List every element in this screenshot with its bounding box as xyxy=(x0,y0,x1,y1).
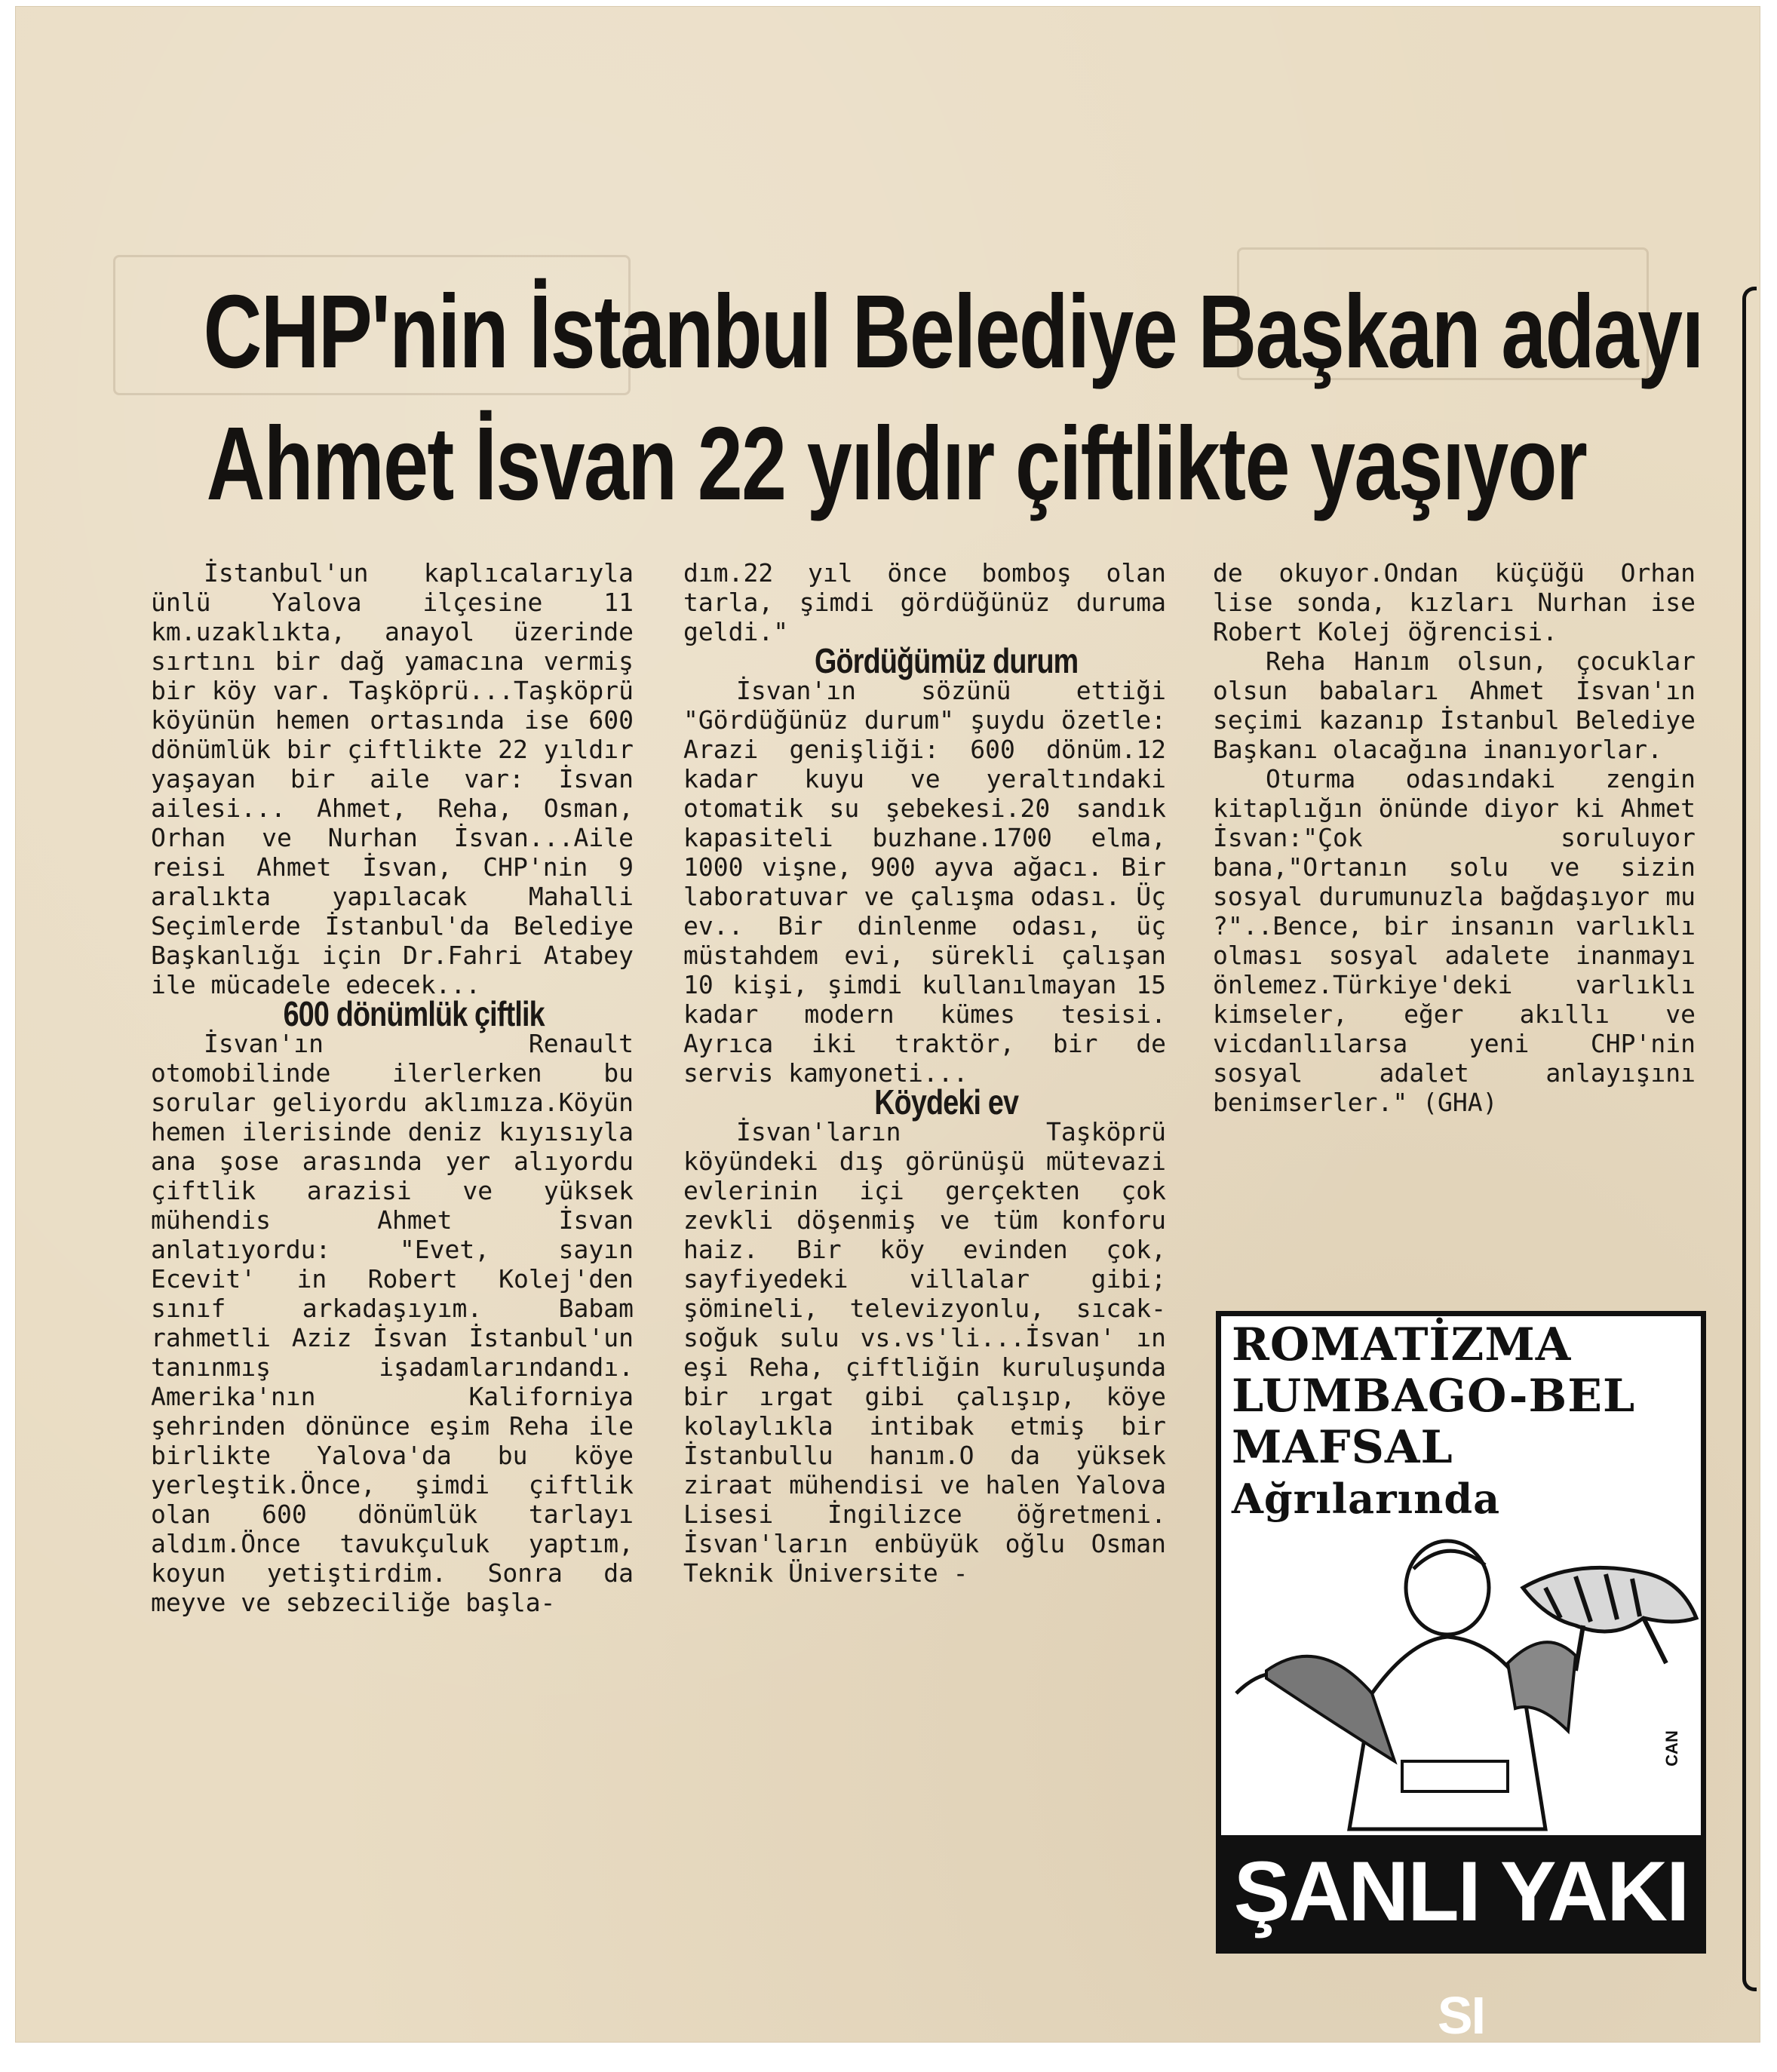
subheading: 600 dönümlük çiftlik xyxy=(283,994,545,1033)
adjacent-ad-border xyxy=(1742,287,1757,1991)
ad-line: LUMBAGO-BEL xyxy=(1232,1370,1636,1423)
paragraph: Reha Hanım olsun, çocuklar olsun babaları Ahmet İsvan'ın seçimi kazanıp İstanbul Belediye Başkanı olacağına inanıyorlar. xyxy=(1213,646,1696,764)
article-column-2 xyxy=(683,558,1166,1588)
ad-brand-name: ŞANLI YAKI xyxy=(1233,1844,1689,1938)
ad-brand-suffix: SI xyxy=(1437,1986,1485,2045)
paragraph: İstanbul'un kaplıcalarıyla ünlü Yalova ilçesine 11 km.uzaklıkta, anayol üzerinde sırtını bir dağ yamacına vermiş bir köy var. Taşköprü...Taşköprü köyünün hemen ortasında ise 600 dönümlük bir çiftlikte 22 yıldır yaşayan bir aile var: İsvan ailesi... Ahmet, Reha, Osman, Orhan ve Nurhan İsvan...Aile reisi Ahmet İsvan, CHP'nin 9 aralıkta yapılacak Mahalli Seçimlerde İstanbul'da Belediye Başkanlığı için Dr.Fahri Atabey ile mücadele edecek... xyxy=(151,558,634,999)
headline-line-2: Ahmet İsvan 22 yıldır çiftlikte yaşıyor xyxy=(206,406,1587,522)
ad-line: Ağrılarında xyxy=(1232,1475,1501,1523)
headline-line-1: CHP'nin İstanbul Belediye Başkan adayı xyxy=(203,274,1703,390)
subheading: Köydeki ev xyxy=(874,1082,1019,1122)
ad-illustration xyxy=(1221,1535,1701,1829)
paragraph: Oturma odasındaki zengin kitaplığın önünde diyor ki Ahmet İsvan:"Çok soruluyor bana,"Ortanın solu ve sizin sosyal durumunuzla bağdaşıyor mu ?"..Bence, bir insanın varlıklı olması sosyal adalete inanmayı önlemez.Türkiye'deki varlıklı kimseler, eğer akıllı ve vicdanlılarsa yeni CHP'nin sosyal adalet anlayışını benimserler." (GHA) xyxy=(1213,764,1696,1117)
ad-brand-banner xyxy=(1221,1835,1701,2045)
ad-line: MAFSAL xyxy=(1232,1421,1453,1474)
advertisement xyxy=(1216,1311,1706,2045)
paragraph: de okuyor.Ondan küçüğü Orhan lise sonda, kızları Nurhan ise Robert Kolej öğrencisi. xyxy=(1213,558,1696,646)
ad-line: ROMATİZMA xyxy=(1232,1318,1572,1371)
paragraph: dım.22 yıl önce bomboş olan tarla, şimdi gördüğünüz duruma geldi." xyxy=(683,558,1166,646)
paragraph: İsvan'ın sözünü ettiği "Gördüğünüz durum" şuydu özetle: Arazi genişliği: 600 dönüm.12 kadar kuyu ve yeraltındaki otomatik su şebekesi.20 sandık kapasiteli buzhane.1700 elma, 1000 vişne, 900 ayva ağacı. Bir laboratuvar ve çalışma odası. Üç ev.. Bir dinlenme odası, üç müstahdem evi, sürekli çalışan 10 kişi, şimdi kullanılmayan 15 kadar modern kümes tesisi. Ayrıca iki traktör, bir de servis kamyoneti... xyxy=(683,676,1166,1088)
paragraph: İsvan'ların Taşköprü köyündeki dış görünüşü mütevazi evlerinin içi gerçekten çok zevkli döşenmiş ve tüm konforu haiz. Bir köy evinden çok, sayfiyedeki villalar gibi; şömineli, televizyonlu, sıcak-soğuk sulu vs.vs'li...İsvan' ın eşi Reha, çiftliğin kuruluşunda bir ırgat gibi çalışıp, köye kolaylıkla intibak etmiş bir İstanbullu hanım.O da yüksek ziraat mühendisi ve halen Yalova Lisesi İngilizce öğretmeni. İsvan'ların enbüyük oğlu Osman Teknik Üniversite - xyxy=(683,1117,1166,1588)
article-column-3 xyxy=(1213,558,1696,1117)
paragraph: İsvan'ın Renault otomobilinde ilerlerken bu sorular geliyordu aklımıza.Köyün hemen ilerisinde deniz kıyısıyla ana şose arasında yer alıyordu çiftlik arazisi ve yüksek mühendis Ahmet İsvan anlatıyordu: "Evet, sayın Ecevit' in Robert Kolej'den sınıf arkadaşıyım. Babam rahmetli Aziz İsvan İstanbul'un tanınmış işadamlarındandı. Amerika'nın Kaliforniya şehrinden dönünce eşim Reha ile birlikte Yalova'da bu köye yerleştik.Önce, şimdi çiftlik olan 600 dönümlük tarlayı aldım.Önce tavukçuluk yaptım, koyun yetiştirdim. Sonra da meyve ve sebzeciliğe başla- xyxy=(151,1029,634,1617)
ad-artist-signature: CAN xyxy=(1662,1730,1682,1767)
article-column-1 xyxy=(151,558,634,1617)
subheading: Gördüğümüz durum xyxy=(815,641,1079,680)
